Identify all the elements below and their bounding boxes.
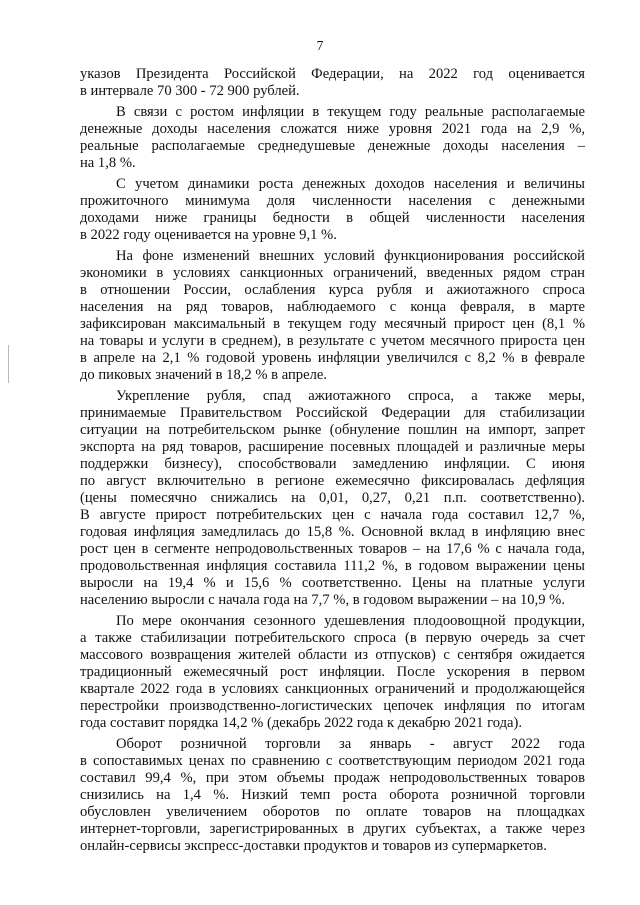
text-line: С учетом динамики роста денежных доходов населения и величины — [116, 176, 585, 192]
text-line: квартале 2022 года в условиях санкционных ограничений и продолжающейся — [80, 681, 585, 697]
text-line: на 1,8 %. — [80, 155, 136, 171]
text-line: перестройки производственно-логистических цепочек инфляция по итогам — [80, 698, 585, 714]
text-line: а также стабилизации потребительского спроса (в первую очередь за счет — [80, 630, 585, 646]
text-line: экономики в условиях санкционных ограничений, введенных рядом стран — [80, 265, 585, 281]
text-line: в отношении России, ослабления курса рубля и ажиотажного спроса — [80, 282, 585, 298]
text-line: На фоне изменений внешних условий функционирования российской — [116, 248, 585, 264]
text-line: по август включительно в регионе ежемесячно фиксировалась дефляция — [80, 473, 585, 489]
text-line: ситуации на потребительском рынке (обнуление пошлин на импорт, запрет — [80, 422, 585, 438]
page-number: 7 — [316, 38, 324, 53]
text-line: продовольственная инфляция составила 111,2 %, в годовом выражении цены — [80, 558, 585, 574]
margin-scan-mark — [8, 345, 9, 383]
text-line: Укрепление рубля, спад ажиотажного спроса, а также меры, — [116, 388, 585, 404]
text-line: указов Президента Российской Федерации, на 2022 год оценивается — [80, 66, 585, 82]
text-line: годовая инфляция замедлилась до 15,8 %. Основной вклад в инфляцию внес — [80, 524, 585, 540]
text-line: в сопоставимых ценах по сравнению с соответствующим периодом 2021 года — [80, 753, 585, 769]
text-line: принимаемые Правительством Российской Федерации для стабилизации — [80, 405, 585, 421]
text-line: реальные располагаемые среднедушевые денежные доходы населения – — [80, 138, 585, 154]
text-line: в интервале 70 300 - 72 900 рублей. — [80, 83, 300, 99]
text-line: населения на ряд товаров, наблюдаемого с конца февраля, в марте — [80, 299, 585, 315]
text-line: Оборот розничной торговли за январь - август 2022 года — [116, 736, 585, 752]
text-line: прожиточного минимума доля численности населения с денежными — [80, 193, 585, 209]
document-body — [80, 66, 585, 855]
text-line: интернет-торговли, зарегистрированных в других субъектах, а также через — [80, 821, 585, 837]
text-line: рост цен в сегменте непродовольственных товаров – на 17,6 % с начала года, — [80, 541, 585, 557]
paragraph — [80, 388, 585, 609]
text-line: онлайн-сервисы экспресс-доставки продуктов и товаров из супермаркетов. — [80, 838, 547, 854]
text-line: в 2022 году оценивается на уровне 9,1 %. — [80, 227, 337, 243]
text-line: населению выросли с начала года на 7,7 %, в годовом выражении – на 10,9 %. — [80, 592, 565, 608]
paragraph — [80, 176, 585, 244]
text-line: поддержки бизнесу), способствовали замедлению инфляции. С июня — [80, 456, 585, 472]
text-line: зафиксирован максимальный в текущем году месячный прирост цен (8,1 % — [80, 316, 585, 332]
text-line: традиционный ежемесячный рост инфляции. После ускорения в первом — [80, 664, 585, 680]
text-line: денежные доходы населения сложатся ниже уровня 2021 года на 2,9 %, — [80, 121, 585, 137]
paragraph — [80, 736, 585, 855]
paragraph — [80, 66, 585, 100]
text-line: экспорта на ряд товаров, расширение посевных площадей и различные меры — [80, 439, 585, 455]
text-line: до пиковых значений в 18,2 % в апреле. — [80, 367, 327, 383]
text-line: По мере окончания сезонного удешевления плодоовощной продукции, — [116, 613, 585, 629]
text-line: доходами ниже границы бедности в общей численности населения — [80, 210, 585, 226]
paragraph — [80, 613, 585, 732]
paragraph — [80, 104, 585, 172]
paragraph — [80, 248, 585, 384]
text-line: снизились на 1,4 %. Низкий темп роста оборота розничной торговли — [80, 787, 585, 803]
text-line: в апреле на 2,1 % годовой уровень инфляции увеличился с 8,2 % в феврале — [80, 350, 585, 366]
text-line: выросли на 19,4 % и 15,6 % соответственно. Цены на платные услуги — [80, 575, 585, 591]
text-line: (цены помесячно снижались на 0,01, 0,27, 0,21 п.п. соответственно). — [80, 490, 585, 506]
text-line: года составит порядка 14,2 % (декабрь 2022 года к декабрю 2021 года). — [80, 715, 522, 731]
text-line: В связи с ростом инфляции в текущем году реальные располагаемые — [116, 104, 585, 120]
text-line: обусловлен увеличением оборотов по оплате товаров на площадках — [80, 804, 585, 820]
text-line: составил 99,4 %, при этом объемы продаж непродовольственных товаров — [80, 770, 585, 786]
text-line: массового возвращения жителей области из отпусков) с сентября ожидается — [80, 647, 585, 663]
text-line: В августе прирост потребительских цен с начала года составил 12,7 %, — [80, 507, 585, 523]
text-line: на товары и услуги в среднем), в результате с учетом месячного прироста цен — [80, 333, 585, 349]
